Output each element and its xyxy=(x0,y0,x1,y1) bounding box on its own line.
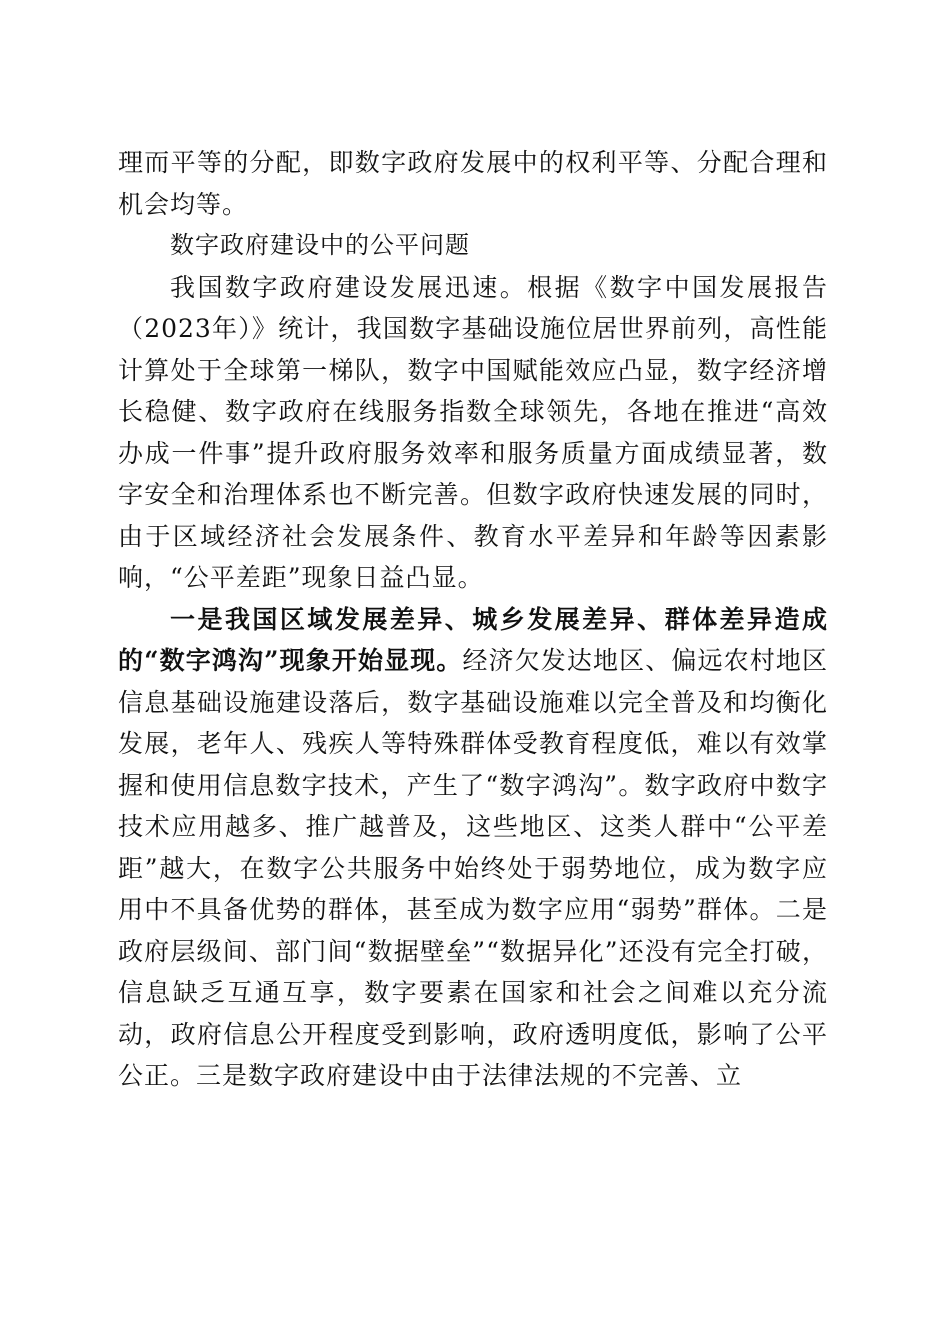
paragraph-issues-text: 经济欠发达地区、偏远农村地区信息基础设施建设落后，数字基础设施难以完全普及和均衡化发展，老年人、残疾人等特殊群体受教育程度低，难以有效掌握和使用信息数字技术，产生了“数字鸿沟”。数字政府中数字技术应用越多、推广越普及，这些地区、这类人群中“公平差距”越大，在数字公共服务中始终处于弱势地位，成为数字应用中不具备优势的群体，甚至成为数字应用“弱势”群体。二是政府层级间、部门间“数据壁垒”“数据异化”还没有完全打破，信息缺乏互通互享，数字要素在国家和社会之间难以充分流动，政府信息公开程度受到影响，政府透明度低，影响了公平公正。三是数字政府建设中由于法律法规的不完善、立 xyxy=(118,646,828,1090)
paragraph-lead-sentence: 一是我国区域发展差异、城乡发展差异、群体差异造成的“数字鸿沟”现象开始显现。 xyxy=(118,604,828,675)
paragraph-overview: 我国数字政府建设发展迅速。根据《数字中国发展报告（2023年）》统计，我国数字基础设施位居世界前列，高性能计算处于全球第一梯队，数字中国赋能效应凸显，数字经济增长稳健、数字政府在线服务指数全球领先，各地在推进“高效办成一件事”提升政府服务效率和服务质量方面成绩显著，数字安全和治理体系也不断完善。但数字政府快速发展的同时，由于区域经济社会发展条件、教育水平差异和年龄等因素影响，“公平差距”现象日益凸显。 xyxy=(118,272,828,592)
paragraph-continuation: 理而平等的分配，即数字政府发展中的权利平等、分配合理和机会均等。 xyxy=(118,148,828,219)
paragraph-issues xyxy=(118,599,828,1097)
document-body xyxy=(118,142,828,1097)
section-heading: 数字政府建设中的公平问题 xyxy=(170,231,470,259)
